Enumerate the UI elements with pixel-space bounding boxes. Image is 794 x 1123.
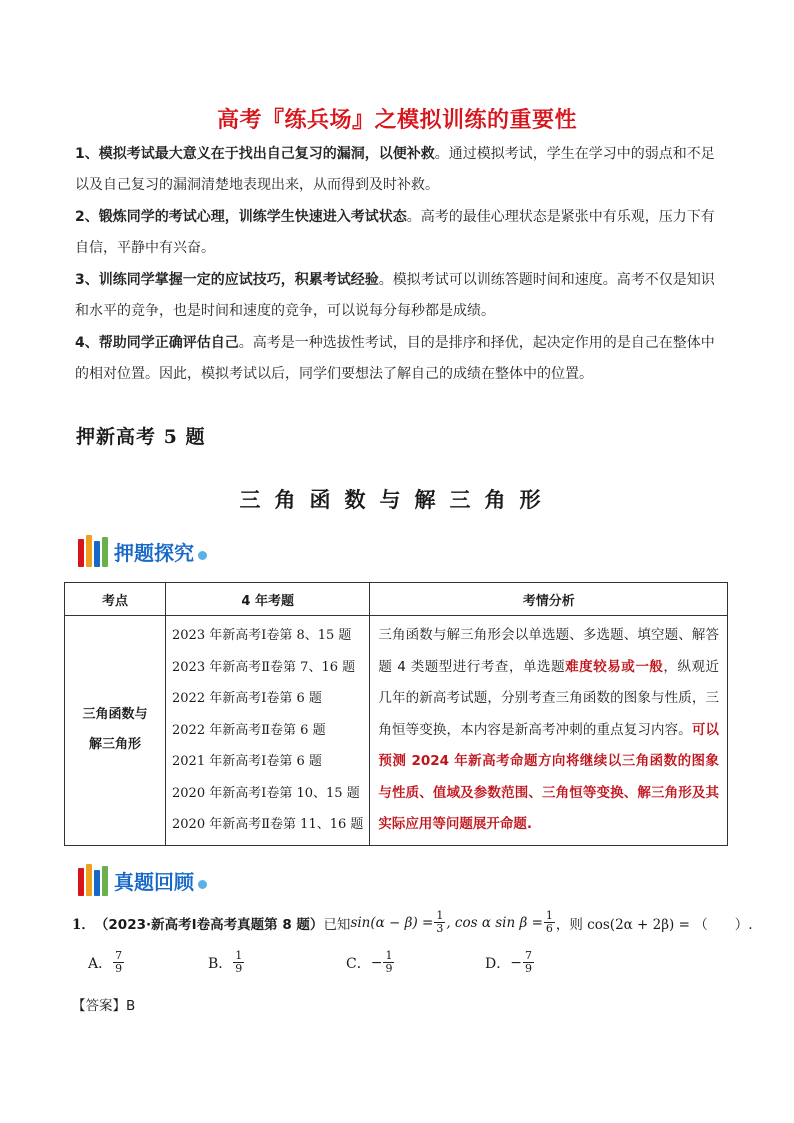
option-c[interactable] (346, 950, 395, 975)
table-cell-years (166, 616, 370, 846)
answer-value: B (126, 998, 136, 1014)
option-label: A． (88, 955, 113, 972)
option-fraction (383, 950, 394, 975)
intro-point-2-text: 。高考的最佳心理状态是紧张中有乐观，压力下有自信，平静中有兴奋。 (75, 209, 715, 256)
tag-prediction-label: 押题探究 (114, 540, 194, 565)
topic-line-2: 解三角形 (88, 737, 141, 753)
dot-icon (198, 880, 207, 889)
table-header-years: 4 年考题 (166, 583, 370, 616)
year-item: 2023 年新高考Ⅰ卷第 8、15 题 (172, 628, 352, 643)
topic-line-1: 三角函数与 (82, 707, 148, 723)
analysis-highlight-1: 难度较易或一般 (565, 658, 664, 675)
question-cos-expr: , cos α sin β = (446, 914, 543, 931)
option-fraction (523, 950, 534, 975)
intro-point-3-bold: 3、训练同学掌握一定的应试技巧，积累考试经验 (75, 272, 379, 288)
fraction-denominator: 9 (115, 962, 123, 975)
fraction-numerator: 1 (436, 909, 444, 922)
intro-point-3 (75, 265, 725, 327)
option-sign: − (510, 954, 522, 971)
question-source: （2023·新高考Ⅰ卷高考真题第 8 题） (94, 916, 324, 933)
fraction-denominator: 9 (524, 962, 532, 975)
fraction-numerator: 1 (545, 909, 553, 922)
table-cell-analysis (370, 616, 728, 846)
question-1 (72, 910, 753, 935)
fraction-numerator: 7 (115, 949, 123, 962)
fraction-numerator: 1 (235, 949, 243, 962)
option-b[interactable] (208, 950, 245, 975)
analysis-highlight-2: 可以预测 2024 年新高考命题方向将继续以三角函数的图象与性质、值域及参数范围、三角恒等变换、解三角形及其实际应用等问题展开命题. (378, 721, 720, 832)
analysis-text-2: ，纵观近几年的新高考试题，分别考查三角函数的图象与性质，三角恒等变换，本内容是新高考冲刺的重点复习内容。 (378, 658, 720, 738)
books-icon (78, 864, 110, 896)
intro-point-4-text: 。高考是一种选拔性考试，目的是排序和择优，起决定作用的是自己在整体中的相对位置。因此，模拟考试以后，同学们要想法了解自己的成绩在整体中的位置。 (75, 335, 715, 382)
intro-point-3-text: 。模拟考试可以训练答题时间和速度。高考不仅是知识和水平的竞争，也是时间和速度的竞争，可以说每分每秒都是成绩。 (75, 272, 715, 319)
question-number: 1． (72, 916, 95, 933)
intro-point-1 (75, 139, 725, 201)
year-item: 2020 年新高考Ⅰ卷第 10、15 题 (172, 785, 360, 801)
tag-review-label: 真题回顾 (114, 869, 194, 894)
year-item: 2022 年新高考Ⅰ卷第 6 题 (172, 691, 322, 706)
option-fraction (113, 950, 124, 975)
year-item: 2020 年新高考Ⅱ卷第 11、16 题 (172, 817, 364, 832)
table-cell-topic (65, 616, 166, 846)
option-a[interactable] (88, 950, 125, 975)
intro-point-4 (75, 328, 725, 390)
intro-point-2-bold: 2、锻炼同学的考试心理，训练学生快速进入考试状态 (75, 209, 407, 225)
year-item: 2023 年新高考Ⅱ卷第 7、16 题 (172, 659, 356, 675)
answer-label: 【答案】 (72, 998, 126, 1014)
question-ask: ，则 cos(2α + 2β) = （ ）. (555, 916, 753, 933)
fraction-1-3 (434, 910, 445, 935)
table-header-topic: 考点 (65, 583, 166, 616)
fraction-numerator: 1 (385, 949, 393, 962)
option-label: B． (208, 955, 233, 972)
fraction-denominator: 6 (545, 922, 553, 935)
option-d[interactable] (485, 950, 535, 975)
tag-prediction (78, 533, 207, 569)
dot-icon (198, 551, 207, 560)
option-label: D． (485, 955, 511, 972)
fraction-denominator: 9 (385, 962, 393, 975)
year-item: 2022 年新高考Ⅱ卷第 6 题 (172, 722, 326, 738)
fraction-numerator: 7 (524, 949, 532, 962)
intro-point-2 (75, 202, 725, 264)
fraction-denominator: 3 (436, 922, 444, 935)
tag-review (78, 862, 207, 898)
books-icon (78, 535, 110, 567)
fraction-1-6 (544, 910, 555, 935)
intro-point-1-bold: 1、模拟考试最大意义在于找出自己复习的漏洞，以便补救 (75, 146, 435, 162)
answer (72, 994, 135, 1014)
intro-point-1-text: 。通过模拟考试，学生在学习中的弱点和不足以及自己复习的漏洞清楚地表现出来，从而得到及时补救。 (75, 146, 715, 193)
option-label: C． (346, 955, 371, 972)
section-heading: 押新高考 5 题 (76, 426, 206, 448)
exam-analysis-table (64, 582, 728, 846)
page-title: 高考『练兵场』之模拟训练的重要性 (216, 108, 577, 133)
intro-point-4-bold: 4、帮助同学正确评估自己 (75, 335, 239, 351)
option-sign: − (370, 954, 383, 971)
table-header-analysis: 考情分析 (370, 583, 728, 616)
analysis-text-1: 三角函数与解三角形会以单选题、多选题、填空题、解答题 4 类题型进行考查，单选题 (378, 627, 719, 675)
question-given: 已知 (323, 916, 351, 933)
year-item: 2021 年新高考Ⅰ卷第 6 题 (172, 754, 322, 769)
fraction-denominator: 9 (235, 962, 243, 975)
question-sin-expr: sin(α − β) = (350, 914, 434, 931)
chapter-subtitle: 三角函数与解三角形 (239, 487, 555, 512)
option-fraction (233, 950, 244, 975)
